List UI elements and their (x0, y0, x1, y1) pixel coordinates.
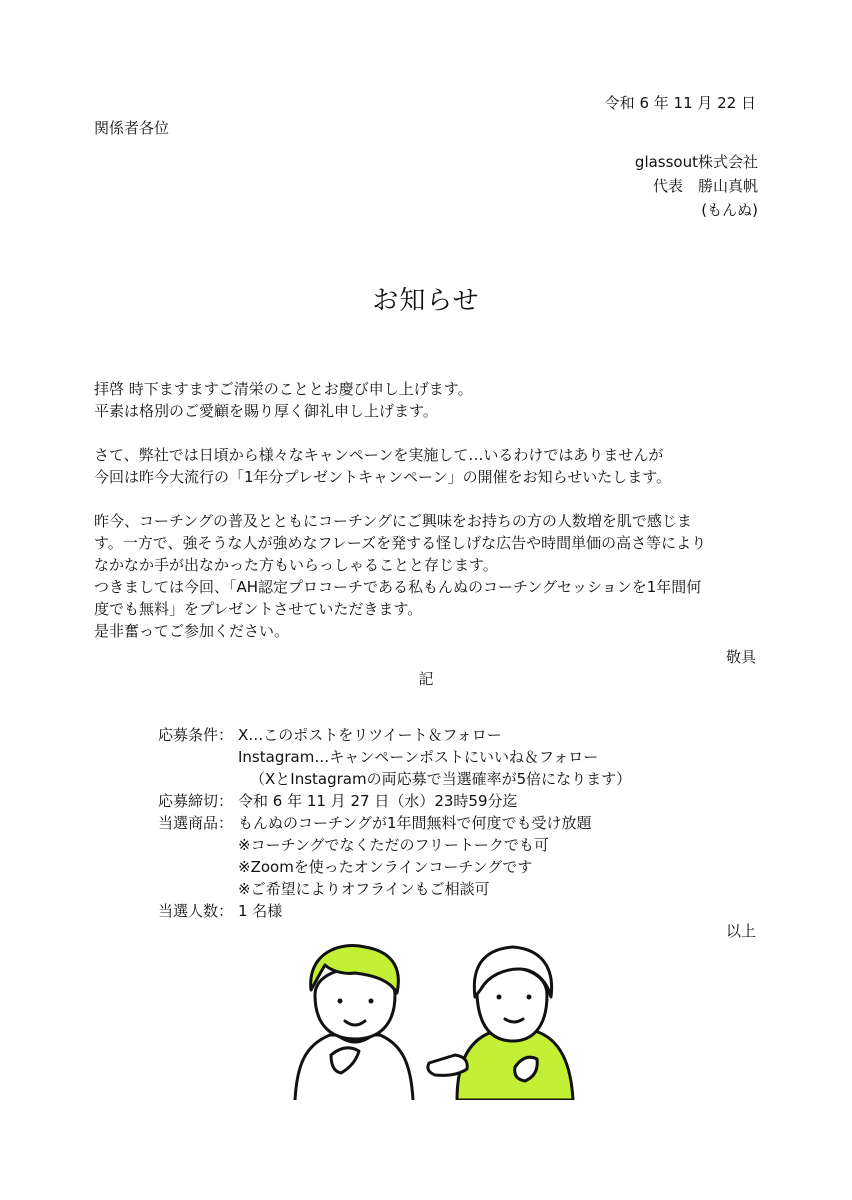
detail-line: 令和 6 年 11 月 27 日（水）23時59分迄 (238, 792, 518, 810)
detail-row-winners (158, 900, 631, 922)
body-line: つきましては今回、「AH認定プロコーチである私もんぬのコーチングセッションを1年間何 (94, 578, 702, 596)
woman-figure (428, 947, 573, 1100)
detail-label: 応募条件： (158, 726, 234, 744)
detail-value (238, 790, 518, 812)
detail-row-deadline (158, 790, 631, 812)
detail-label: 応募締切： (158, 792, 234, 810)
detail-value (238, 724, 631, 790)
body-line: 度でも無料」をプレゼントさせていただきます。 (94, 600, 423, 618)
detail-line: ※コーチングでなくただのフリートークでも可 (238, 836, 549, 854)
page-title: お知らせ (372, 286, 480, 316)
detail-line: ※ご希望によりオフラインもご相談可 (238, 880, 490, 898)
detail-line: ※Zoomを使ったオンラインコーチングです (238, 858, 533, 876)
campaign-detail-paragraph (94, 510, 766, 642)
body-line: 拝啓 時下ますますご清栄のこととお慶び申し上げます。 (94, 380, 473, 398)
body-text (94, 378, 766, 664)
body-line: 昨今、コーチングの普及とともにコーチングにご興味をお持ちの方の人数増を肌で感じま (94, 512, 692, 530)
detail-label: 当選人数： (158, 902, 234, 920)
detail-value (238, 900, 282, 922)
detail-row-prize (158, 812, 631, 900)
details-list (158, 724, 631, 922)
two-people-illustration (285, 935, 585, 1100)
detail-label: 当選商品： (158, 814, 234, 832)
body-line: 今回は昨今大流行の「1年分プレゼントキャンペーン」の開催をお知らせいたします。 (94, 468, 671, 486)
campaign-intro-paragraph (94, 444, 766, 488)
body-line: さて、弊社では日頃から様々なキャンペーンを実施して…いるわけではありませんが (94, 446, 664, 464)
sender-nickname: (もんぬ) (701, 201, 758, 219)
end-mark: 以上 (725, 922, 756, 940)
detail-line: 1 名様 (238, 902, 283, 920)
detail-line: Instagram…キャンペーンポストにいいね＆フォロー (238, 748, 599, 766)
body-line: す。一方で、強そうな人が強めなフレーズを発する怪しげな広告や時間単価の高さ等により (94, 534, 707, 552)
closing-keigu: 敬具 (725, 648, 756, 666)
sender-representative: 代表 勝山真帆 (652, 177, 758, 195)
man-figure (295, 946, 413, 1100)
detail-value (238, 812, 592, 900)
detail-line: （XとInstagramの両応募で当選確率が5倍になります） (250, 770, 632, 788)
sender-company: glassout株式会社 (634, 153, 758, 171)
greeting-paragraph (94, 378, 766, 422)
body-line: なかなか手が出なかった方もいらっしゃることと存じます。 (94, 556, 498, 574)
notice-heading: 記 (418, 670, 434, 688)
body-line: 是非奮ってご参加ください。 (94, 622, 290, 640)
document-date: 令和 6 年 11 月 22 日 (604, 94, 756, 112)
sender-block (635, 150, 758, 222)
detail-row-conditions (158, 724, 631, 790)
recipient: 関係者各位 (94, 119, 170, 137)
detail-line: もんぬのコーチングが1年間無料で何度でも受け放題 (238, 814, 592, 832)
detail-line: X…このポストをリツイート＆フォロー (238, 726, 502, 744)
body-line: 平素は格別のご愛顧を賜り厚く御礼申し上げます。 (94, 402, 438, 420)
